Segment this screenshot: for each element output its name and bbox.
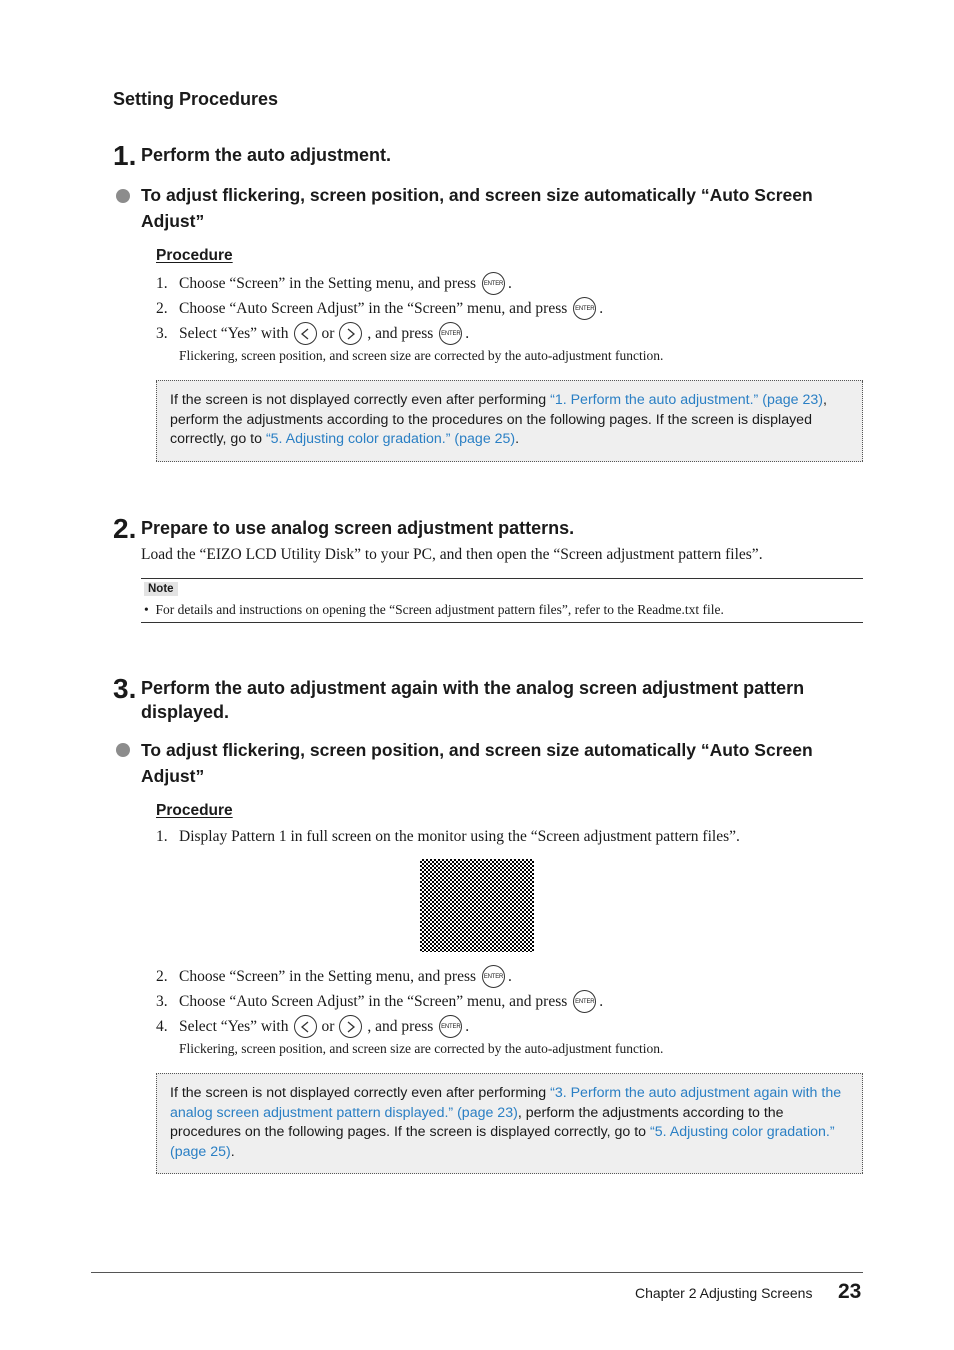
step-3-number: 3. xyxy=(113,673,137,704)
enter-button-icon: ENTER xyxy=(573,297,596,320)
enter-button-icon: ENTER xyxy=(482,272,505,295)
enter-button-icon: ENTER xyxy=(439,322,462,345)
link-step-3[interactable]: “3. Perform the auto adjustment again with the analog screen adjustment pattern displayed.” (page 23) xyxy=(170,1085,842,1121)
note-bottom-rule xyxy=(141,622,863,623)
link-step-1[interactable]: “1. Perform the auto adjustment.” (page 23) xyxy=(550,392,823,408)
enter-button-icon: ENTER xyxy=(439,1015,462,1038)
right-arrow-button-icon xyxy=(339,1015,362,1038)
pattern-1-checkerboard-image xyxy=(420,859,534,952)
step-2-body: Load the “EIZO LCD Utility Disk” to your PC, and then open the “Screen adjustment pattern files”. xyxy=(141,546,763,563)
note-item: • For details and instructions on opening the “Screen adjustment pattern files”, refer to the Readme.txt file. xyxy=(144,602,724,617)
enter-button-icon: ENTER xyxy=(573,990,596,1013)
list-item: 1. Display Pattern 1 in full screen on the monitor using the “Screen adjustment pattern files”. xyxy=(156,828,740,845)
bullet-icon xyxy=(116,743,130,757)
list-item: 2. Choose “Auto Screen Adjust” in the “Screen” menu, and press ENTER . xyxy=(156,297,603,320)
step-1-number: 1. xyxy=(113,140,137,171)
step-3-procedure-label: Procedure xyxy=(156,802,233,819)
step-3-sub-note: Flickering, screen position, and screen size are corrected by the auto-adjustment function. xyxy=(179,1041,664,1056)
footer-chapter: Chapter 2 Adjusting Screens xyxy=(635,1285,813,1301)
link-step-5[interactable]: “5. Adjusting color gradation.” (page 25) xyxy=(170,1124,835,1160)
left-arrow-button-icon xyxy=(294,1015,317,1038)
enter-button-icon: ENTER xyxy=(482,965,505,988)
step-1-title: Perform the auto adjustment. xyxy=(141,145,392,165)
step-3-bullet-title: To adjust flickering, screen position, and screen size automatically “Auto Screen Adjust” xyxy=(141,740,813,786)
link-step-5[interactable]: “5. Adjusting color gradation.” (page 25) xyxy=(265,431,516,447)
step-3-info-box: If the screen is not displayed correctly even after performing “3. Perform the auto adjustment again with the analog screen adjustment pattern displayed.” (page 23), perform the adjustments according to the procedures on the following pages. If the screen is displayed correctly, go to “5. Adjusting color gradation.” (page 25). xyxy=(156,1073,863,1174)
right-arrow-button-icon xyxy=(339,322,362,345)
note-label: Note xyxy=(144,582,178,596)
list-item: 3. Select “Yes” with or , and press ENTER . xyxy=(156,322,469,345)
list-item: 1. Choose “Screen” in the Setting menu, and press ENTER . xyxy=(156,272,512,295)
step-1-bullet-title: To adjust flickering, screen position, and screen size automatically “Auto Screen Adjust” xyxy=(141,185,813,231)
list-item: 2. Choose “Screen” in the Setting menu, and press ENTER . xyxy=(156,965,512,988)
section-title: Setting Procedures xyxy=(113,89,279,109)
step-1-procedure-label: Procedure xyxy=(156,247,233,264)
step-2-title: Prepare to use analog screen adjustment patterns. xyxy=(141,518,575,538)
list-item: 4. Select “Yes” with or , and press ENTER . xyxy=(156,1015,469,1038)
bullet-icon xyxy=(116,189,130,203)
step-2-number: 2. xyxy=(113,513,137,544)
page-number: 23 xyxy=(838,1280,862,1303)
left-arrow-button-icon xyxy=(294,322,317,345)
step-1-sub-note: Flickering, screen position, and screen size are corrected by the auto-adjustment function. xyxy=(179,348,664,363)
step-1-info-box: If the screen is not displayed correctly even after performing “1. Perform the auto adjustment.” (page 23), perform the adjustments according to the procedures on the following pages. If the screen is displayed correctly, go to “5. Adjusting color gradation.” (page 25). xyxy=(156,380,863,462)
footer-rule xyxy=(91,1272,863,1273)
note-top-rule xyxy=(141,578,863,579)
list-item: 3. Choose “Auto Screen Adjust” in the “Screen” menu, and press ENTER . xyxy=(156,990,603,1013)
step-3-title: Perform the auto adjustment again with the analog screen adjustment pattern displayed. xyxy=(141,678,805,722)
